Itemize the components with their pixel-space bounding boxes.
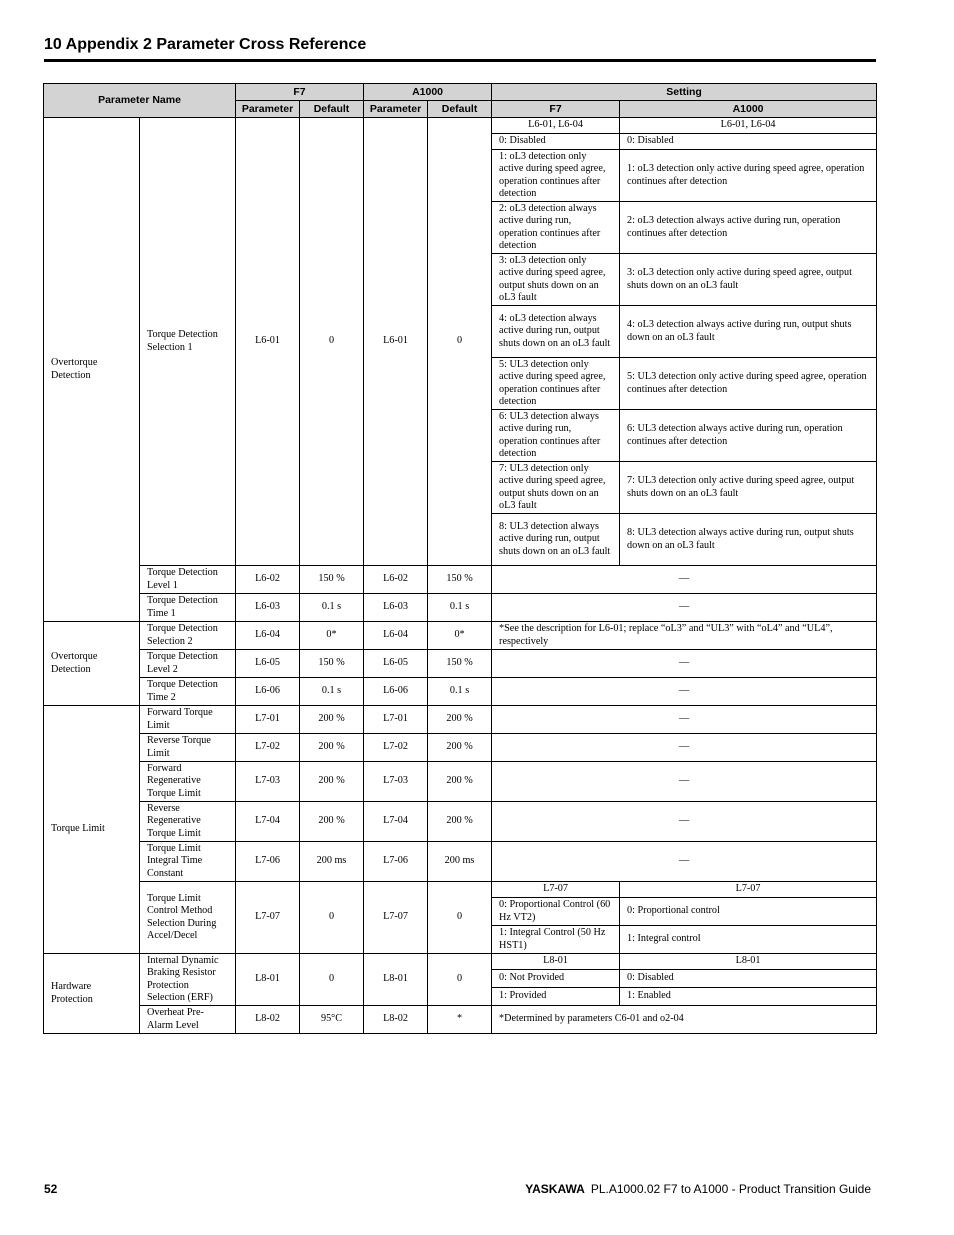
- f7-default: 0.1 s: [300, 678, 364, 706]
- header-a1000: A1000: [364, 84, 492, 101]
- f7-default: 0: [300, 954, 364, 1006]
- f7-parameter: L6-01: [236, 118, 300, 566]
- f7-parameter: L7-04: [236, 802, 300, 842]
- f7-default: 95°C: [300, 1006, 364, 1034]
- group-label: Overtorque Detection: [44, 118, 140, 622]
- header-a1000-parameter: Parameter: [364, 101, 428, 118]
- a1000-default: 150 %: [428, 650, 492, 678]
- f7-default: 200 %: [300, 734, 364, 762]
- param-name: Reverse Torque Limit: [140, 734, 236, 762]
- a1000-parameter: L7-04: [364, 802, 428, 842]
- group-label: Torque Limit: [44, 706, 140, 954]
- setting-subheader-f7: L8-01: [492, 954, 620, 970]
- setting-option-a1000: 0: Disabled: [620, 970, 877, 988]
- param-name: Forward Torque Limit: [140, 706, 236, 734]
- header-setting-f7: F7: [492, 101, 620, 118]
- f7-parameter: L7-06: [236, 842, 300, 882]
- param-name: Torque Detection Selection 2: [140, 622, 236, 650]
- f7-parameter: L6-06: [236, 678, 300, 706]
- setting-cell: *Determined by parameters C6-01 and o2-04: [492, 1006, 877, 1034]
- a1000-default: 200 %: [428, 734, 492, 762]
- param-name: Reverse Regenerative Torque Limit: [140, 802, 236, 842]
- a1000-default: 0.1 s: [428, 678, 492, 706]
- a1000-parameter: L7-02: [364, 734, 428, 762]
- setting-option-a1000: 7: UL3 detection only active during speed agree, output shuts down on an oL3 fault: [620, 462, 877, 514]
- setting-cell: —: [492, 734, 877, 762]
- a1000-parameter: L7-06: [364, 842, 428, 882]
- f7-parameter: L7-02: [236, 734, 300, 762]
- setting-option-a1000: 1: Enabled: [620, 988, 877, 1006]
- setting-cell: —: [492, 594, 877, 622]
- setting-option-f7: 7: UL3 detection only active during speed agree, output shuts down on an oL3 fault: [492, 462, 620, 514]
- f7-default: 200 %: [300, 762, 364, 802]
- a1000-default: 150 %: [428, 566, 492, 594]
- setting-option-a1000: 5: UL3 detection only active during speed agree, operation continues after detection: [620, 358, 877, 410]
- param-name: Internal Dynamic Braking Resistor Protection Selection (ERF): [140, 954, 236, 1006]
- f7-parameter: L7-03: [236, 762, 300, 802]
- a1000-parameter: L6-05: [364, 650, 428, 678]
- setting-option-f7: 6: UL3 detection always active during run, operation continues after detection: [492, 410, 620, 462]
- parameter-cross-reference-table: [43, 83, 877, 1034]
- setting-option-f7: 5: UL3 detection only active during speed agree, operation continues after detection: [492, 358, 620, 410]
- setting-subheader-a1000: L6-01, L6-04: [620, 118, 877, 134]
- a1000-default: 0*: [428, 622, 492, 650]
- f7-default: 200 %: [300, 802, 364, 842]
- param-name: Torque Limit Control Method Selection During Accel/Decel: [140, 882, 236, 954]
- brand-name: YASKAWA: [525, 1182, 585, 1196]
- param-name: Overheat Pre-Alarm Level: [140, 1006, 236, 1034]
- f7-default: 150 %: [300, 650, 364, 678]
- a1000-default: 0: [428, 118, 492, 566]
- param-name: Torque Limit Integral Time Constant: [140, 842, 236, 882]
- group-label: Hardware Protection: [44, 954, 140, 1034]
- a1000-parameter: L8-02: [364, 1006, 428, 1034]
- header-a1000-default: Default: [428, 101, 492, 118]
- setting-option-f7: 4: oL3 detection always active during run, output shuts down on an oL3 fault: [492, 306, 620, 358]
- setting-cell: —: [492, 802, 877, 842]
- f7-default: 0: [300, 118, 364, 566]
- f7-parameter: L6-03: [236, 594, 300, 622]
- param-name: Forward Regenerative Torque Limit: [140, 762, 236, 802]
- a1000-default: 0: [428, 882, 492, 954]
- param-name: Torque Detection Level 2: [140, 650, 236, 678]
- setting-option-a1000: 0: Disabled: [620, 134, 877, 150]
- setting-subheader-f7: L6-01, L6-04: [492, 118, 620, 134]
- f7-parameter: L7-07: [236, 882, 300, 954]
- a1000-parameter: L6-06: [364, 678, 428, 706]
- guide-title: PL.A1000.02 F7 to A1000 - Product Transition Guide: [590, 1182, 871, 1196]
- setting-option-f7: 1: Integral Control (50 Hz HST1): [492, 926, 620, 954]
- a1000-parameter: L6-01: [364, 118, 428, 566]
- setting-option-a1000: 4: oL3 detection always active during run, output shuts down on an oL3 fault: [620, 306, 877, 358]
- guide-title-line: [525, 1182, 871, 1196]
- param-name: Torque Detection Level 1: [140, 566, 236, 594]
- setting-cell: —: [492, 762, 877, 802]
- setting-cell: —: [492, 842, 877, 882]
- header-f7-parameter: Parameter: [236, 101, 300, 118]
- f7-default: 0: [300, 882, 364, 954]
- setting-option-f7: 0: Not Provided: [492, 970, 620, 988]
- setting-cell: —: [492, 678, 877, 706]
- f7-parameter: L6-02: [236, 566, 300, 594]
- f7-parameter: L6-04: [236, 622, 300, 650]
- setting-cell: —: [492, 650, 877, 678]
- f7-parameter: L7-01: [236, 706, 300, 734]
- setting-option-f7: 1: Provided: [492, 988, 620, 1006]
- page-number: 52: [44, 1182, 58, 1196]
- header-f7: F7: [236, 84, 364, 101]
- setting-subheader-f7: L7-07: [492, 882, 620, 898]
- setting-subheader-a1000: L7-07: [620, 882, 877, 898]
- a1000-default: *: [428, 1006, 492, 1034]
- f7-default: 0.1 s: [300, 594, 364, 622]
- setting-option-f7: 2: oL3 detection always active during run, operation continues after detection: [492, 202, 620, 254]
- setting-cell: *See the description for L6-01; replace “oL3” and “UL3” with “oL4” and “UL4”, respectively: [492, 622, 877, 650]
- a1000-parameter: L6-02: [364, 566, 428, 594]
- a1000-parameter: L6-04: [364, 622, 428, 650]
- setting-option-f7: 0: Proportional Control (60 Hz VT2): [492, 898, 620, 926]
- setting-option-f7: 0: Disabled: [492, 134, 620, 150]
- header-f7-default: Default: [300, 101, 364, 118]
- header-parameter-name: Parameter Name: [44, 84, 236, 118]
- setting-subheader-a1000: L8-01: [620, 954, 877, 970]
- f7-parameter: L8-01: [236, 954, 300, 1006]
- a1000-parameter: L7-01: [364, 706, 428, 734]
- header-setting: Setting: [492, 84, 877, 101]
- f7-default: 150 %: [300, 566, 364, 594]
- setting-option-f7: 3: oL3 detection only active during speed agree, output shuts down on an oL3 fault: [492, 254, 620, 306]
- setting-option-a1000: 1: Integral control: [620, 926, 877, 954]
- a1000-parameter: L7-07: [364, 882, 428, 954]
- f7-parameter: L8-02: [236, 1006, 300, 1034]
- f7-default: 0*: [300, 622, 364, 650]
- setting-option-a1000: 3: oL3 detection only active during speed agree, output shuts down on an oL3 fault: [620, 254, 877, 306]
- a1000-default: 0: [428, 954, 492, 1006]
- a1000-default: 0.1 s: [428, 594, 492, 622]
- param-name: Torque Detection Time 2: [140, 678, 236, 706]
- setting-option-f7: 8: UL3 detection always active during run, output shuts down on an oL3 fault: [492, 514, 620, 566]
- header-setting-a1000: A1000: [620, 101, 877, 118]
- group-label: Overtorque Detection: [44, 622, 140, 706]
- a1000-default: 200 %: [428, 706, 492, 734]
- setting-option-a1000: 6: UL3 detection always active during run, operation continues after detection: [620, 410, 877, 462]
- page-title: 10 Appendix 2 Parameter Cross Reference: [44, 36, 876, 62]
- setting-option-a1000: 1: oL3 detection only active during speed agree, operation continues after detection: [620, 150, 877, 202]
- f7-parameter: L6-05: [236, 650, 300, 678]
- setting-option-a1000: 2: oL3 detection always active during run, operation continues after detection: [620, 202, 877, 254]
- f7-default: 200 ms: [300, 842, 364, 882]
- setting-option-a1000: 0: Proportional control: [620, 898, 877, 926]
- setting-cell: —: [492, 706, 877, 734]
- a1000-default: 200 %: [428, 762, 492, 802]
- param-name: Torque Detection Selection 1: [140, 118, 236, 566]
- a1000-parameter: L6-03: [364, 594, 428, 622]
- param-name: Torque Detection Time 1: [140, 594, 236, 622]
- a1000-default: 200 ms: [428, 842, 492, 882]
- f7-default: 200 %: [300, 706, 364, 734]
- a1000-parameter: L8-01: [364, 954, 428, 1006]
- a1000-parameter: L7-03: [364, 762, 428, 802]
- setting-cell: —: [492, 566, 877, 594]
- a1000-default: 200 %: [428, 802, 492, 842]
- setting-option-f7: 1: oL3 detection only active during speed agree, operation continues after detection: [492, 150, 620, 202]
- setting-option-a1000: 8: UL3 detection always active during run, output shuts down on an oL3 fault: [620, 514, 877, 566]
